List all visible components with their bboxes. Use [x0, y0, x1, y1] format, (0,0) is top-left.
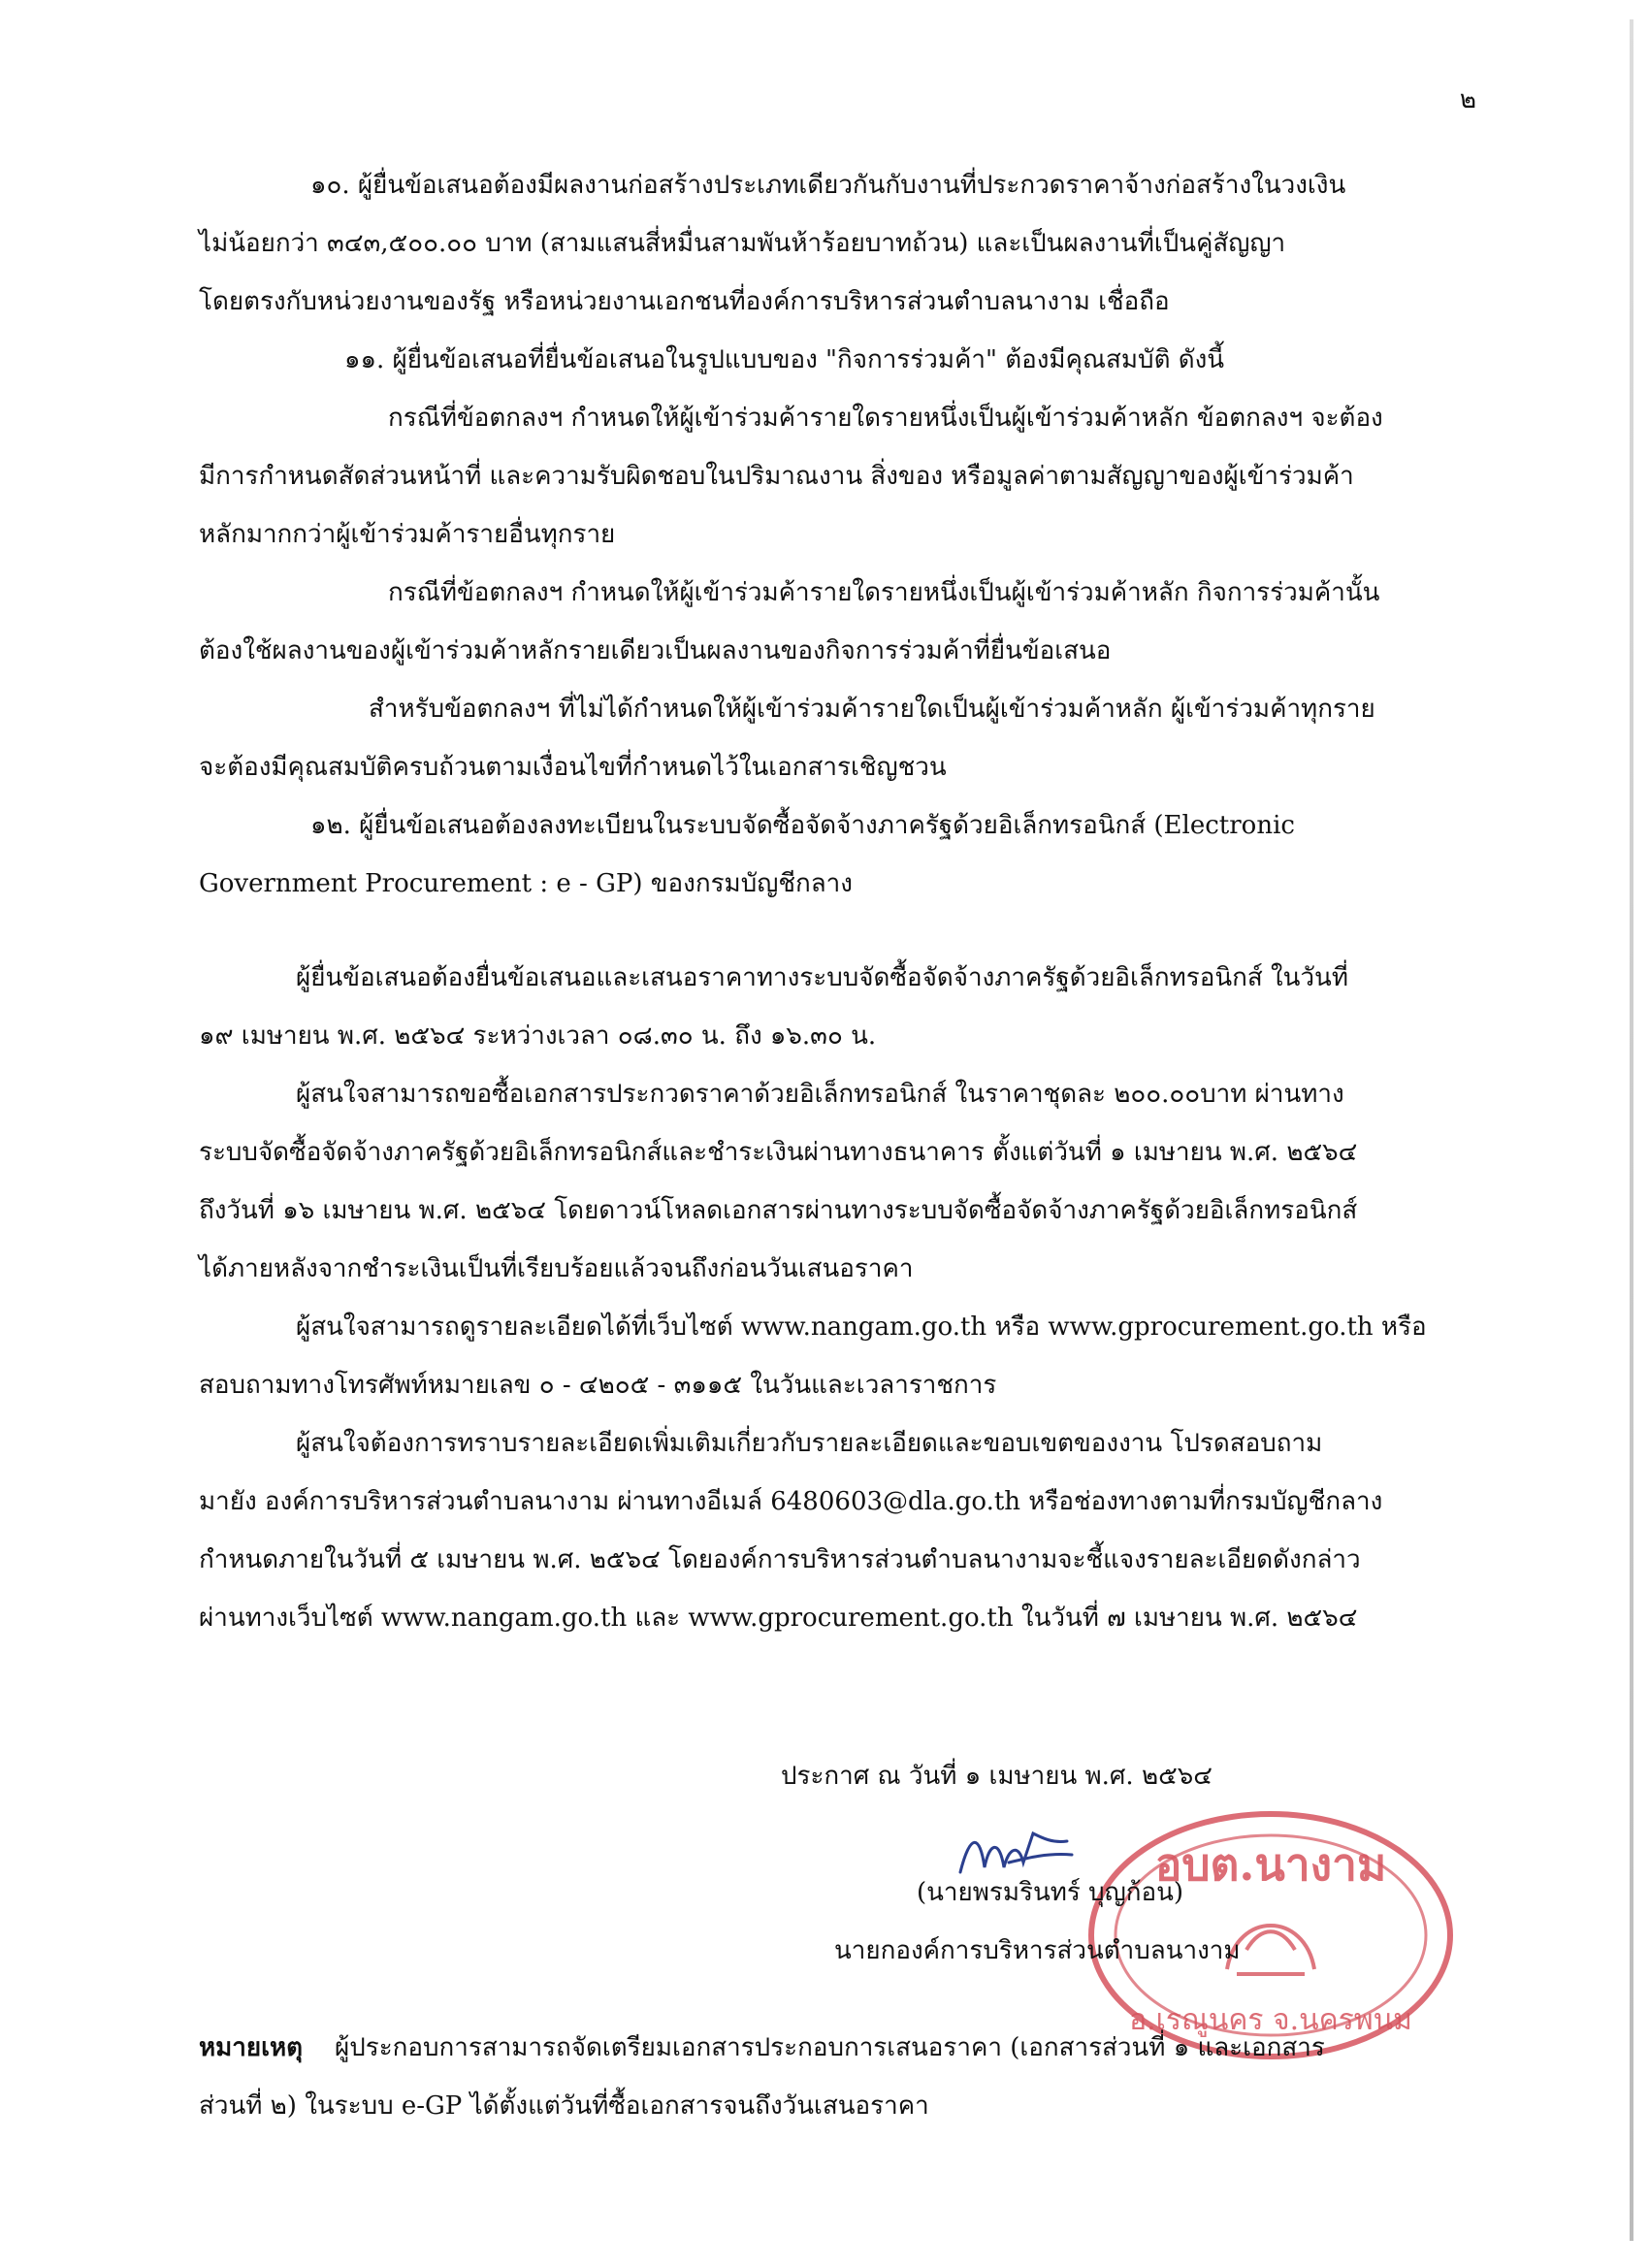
body-line: หลักมากกว่าผู้เข้าร่วมค้ารายอื่นทุกราย: [199, 520, 616, 549]
body-line: ๑๒. ผู้ยื่นข้อเสนอต้องลงทะเบียนในระบบจัดซื้อจัดจ้างภาครัฐด้วยอิเล็กทรอนิกส์ (Electronic: [310, 811, 1295, 840]
body-line: ผู้สนใจสามารถดูรายละเอียดได้ที่เว็บไซต์ www.nangam.go.th หรือ www.gprocurement.go.th หรือ: [296, 1312, 1427, 1342]
note-line: ผู้ประกอบการสามารถจัดเตรียมเอกสารประกอบการเสนอราคา (เอกสารส่วนที่ ๑ และเอกสาร: [335, 2033, 1325, 2062]
scan-edge-shadow: [1630, 19, 1633, 2241]
stamp-bottom-text: อ.เรณูนคร จ.นครพนม: [1129, 2003, 1412, 2037]
body-line: กำหนดภายในวันที่ ๕ เมษายน พ.ศ. ๒๕๖๔ โดยองค์การบริหารส่วนตำบลนางามจะชี้แจงรายละเอียดดังกล่าว: [199, 1545, 1361, 1574]
body-line: ๑๙ เมษายน พ.ศ. ๒๕๖๔ ระหว่างเวลา ๐๘.๓๐ น. ถึง ๑๖.๓๐ น.: [199, 1021, 877, 1051]
body-line: มีการกำหนดสัดส่วนหน้าที่ และความรับผิดชอบในปริมาณงาน สิ่งของ หรือมูลค่าตามสัญญาของผู้เข้าร่วมค้า: [199, 462, 1354, 491]
body-line: กรณีที่ข้อตกลงฯ กำหนดให้ผู้เข้าร่วมค้ารายใดรายหนึ่งเป็นผู้เข้าร่วมค้าหลัก ข้อตกลงฯ จะต้อง: [388, 404, 1383, 433]
body-line: ผู้สนใจสามารถขอซื้อเอกสารประกวดราคาด้วยอิเล็กทรอนิกส์ ในราคาชุดละ ๒๐๐.๐๐บาท ผ่านทาง: [296, 1080, 1344, 1109]
body-line: ได้ภายหลังจากชำระเงินเป็นที่เรียบร้อยแล้วจนถึงก่อนวันเสนอราคา: [199, 1254, 914, 1283]
note-label: หมายเหตุ: [199, 2033, 304, 2062]
body-line: มายัง องค์การบริหารส่วนตำบลนางาม ผ่านทางอีเมล์ 6480603@dla.go.th หรือช่องทางตามที่กรมบัญชีกลาง: [199, 1487, 1383, 1516]
body-line: ผ่านทางเว็บไซต์ www.nangam.go.th และ www.gprocurement.go.th ในวันที่ ๗ เมษายน พ.ศ. ๒๕๖๔: [199, 1604, 1358, 1633]
body-line: ถึงวันที่ ๑๖ เมษายน พ.ศ. ๒๕๖๔ โดยดาวน์โหลดเอกสารผ่านทางระบบจัดซื้อจัดจ้างภาครัฐด้วยอิเล็กทรอนิกส์: [199, 1196, 1358, 1225]
body-line: ไม่น้อยกว่า ๓๔๓,๕๐๐.๐๐ บาท (สามแสนสี่หมื่นสามพันห้าร้อยบาทถ้วน) และเป็นผลงานที่เป็นคู่สัญญา: [199, 229, 1286, 258]
page-number: ๒: [1459, 85, 1476, 114]
body-line: ต้องใช้ผลงานของผู้เข้าร่วมค้าหลักรายเดียวเป็นผลงานของกิจการร่วมค้าที่ยื่นข้อเสนอ: [199, 636, 1112, 665]
body-line: สอบถามทางโทรศัพท์หมายเลข ๐ - ๔๒๐๕ - ๓๑๑๕ ในวันและเวลาราชการ: [199, 1371, 997, 1400]
body-line: ผู้สนใจต้องการทราบรายละเอียดเพิ่มเติมเกี่ยวกับรายละเอียดและขอบเขตของงาน โปรดสอบถาม: [296, 1429, 1323, 1458]
body-line: ๑๑. ผู้ยื่นข้อเสนอที่ยื่นข้อเสนอในรูปแบบของ "กิจการร่วมค้า" ต้องมีคุณสมบัติ ดังนี้: [344, 345, 1225, 374]
body-line: กรณีที่ข้อตกลงฯ กำหนดให้ผู้เข้าร่วมค้ารายใดรายหนึ่งเป็นผู้เข้าร่วมค้าหลัก กิจการร่วมค้านั้น: [388, 578, 1380, 607]
body-line: ระบบจัดซื้อจัดจ้างภาครัฐด้วยอิเล็กทรอนิกส์และชำระเงินผ่านทางธนาคาร ตั้งแต่วันที่ ๑ เมษายน พ.ศ. ๒๕๖๔: [199, 1138, 1358, 1167]
body-line: Government Procurement : e - GP) ของกรมบัญชีกลาง: [199, 869, 853, 898]
note-line: ส่วนที่ ๒) ในระบบ e-GP ได้ตั้งแต่วันที่ซื้อเอกสารจนถึงวันเสนอราคา: [199, 2091, 929, 2121]
body-line: จะต้องมีคุณสมบัติครบถ้วนตามเงื่อนไขที่กำหนดไว้ในเอกสารเชิญชวน: [199, 753, 947, 782]
body-line: สำหรับข้อตกลงฯ ที่ไม่ได้กำหนดให้ผู้เข้าร่วมค้ารายใดเป็นผู้เข้าร่วมค้าหลัก ผู้เข้าร่วมค้าทุกราย: [369, 695, 1375, 724]
stamp-top-text: อบต.นางาม: [1154, 1838, 1387, 1891]
signer-name: (นายพรมรินทร์ บุญก้อน): [917, 1878, 1184, 1907]
body-line: ผู้ยื่นข้อเสนอต้องยื่นข้อเสนอและเสนอราคาทางระบบจัดซื้อจัดจ้างภาครัฐด้วยอิเล็กทรอนิกส์ ในวันที่: [296, 963, 1348, 992]
body-line: ๑๐. ผู้ยื่นข้อเสนอต้องมีผลงานก่อสร้างประเภทเดียวกันกับงานที่ประกวดราคาจ้างก่อสร้างในวงเงิน: [310, 171, 1346, 200]
announce-date: ประกาศ ณ วันที่ ๑ เมษายน พ.ศ. ๒๕๖๔: [781, 1762, 1212, 1791]
signer-title: นายกองค์การบริหารส่วนตำบลนางาม: [834, 1936, 1241, 1965]
body-line: โดยตรงกับหน่วยงานของรัฐ หรือหน่วยงานเอกชนที่องค์การบริหารส่วนตำบลนางาม เชื่อถือ: [199, 287, 1170, 316]
official-seal-icon: [1082, 1804, 1460, 2066]
